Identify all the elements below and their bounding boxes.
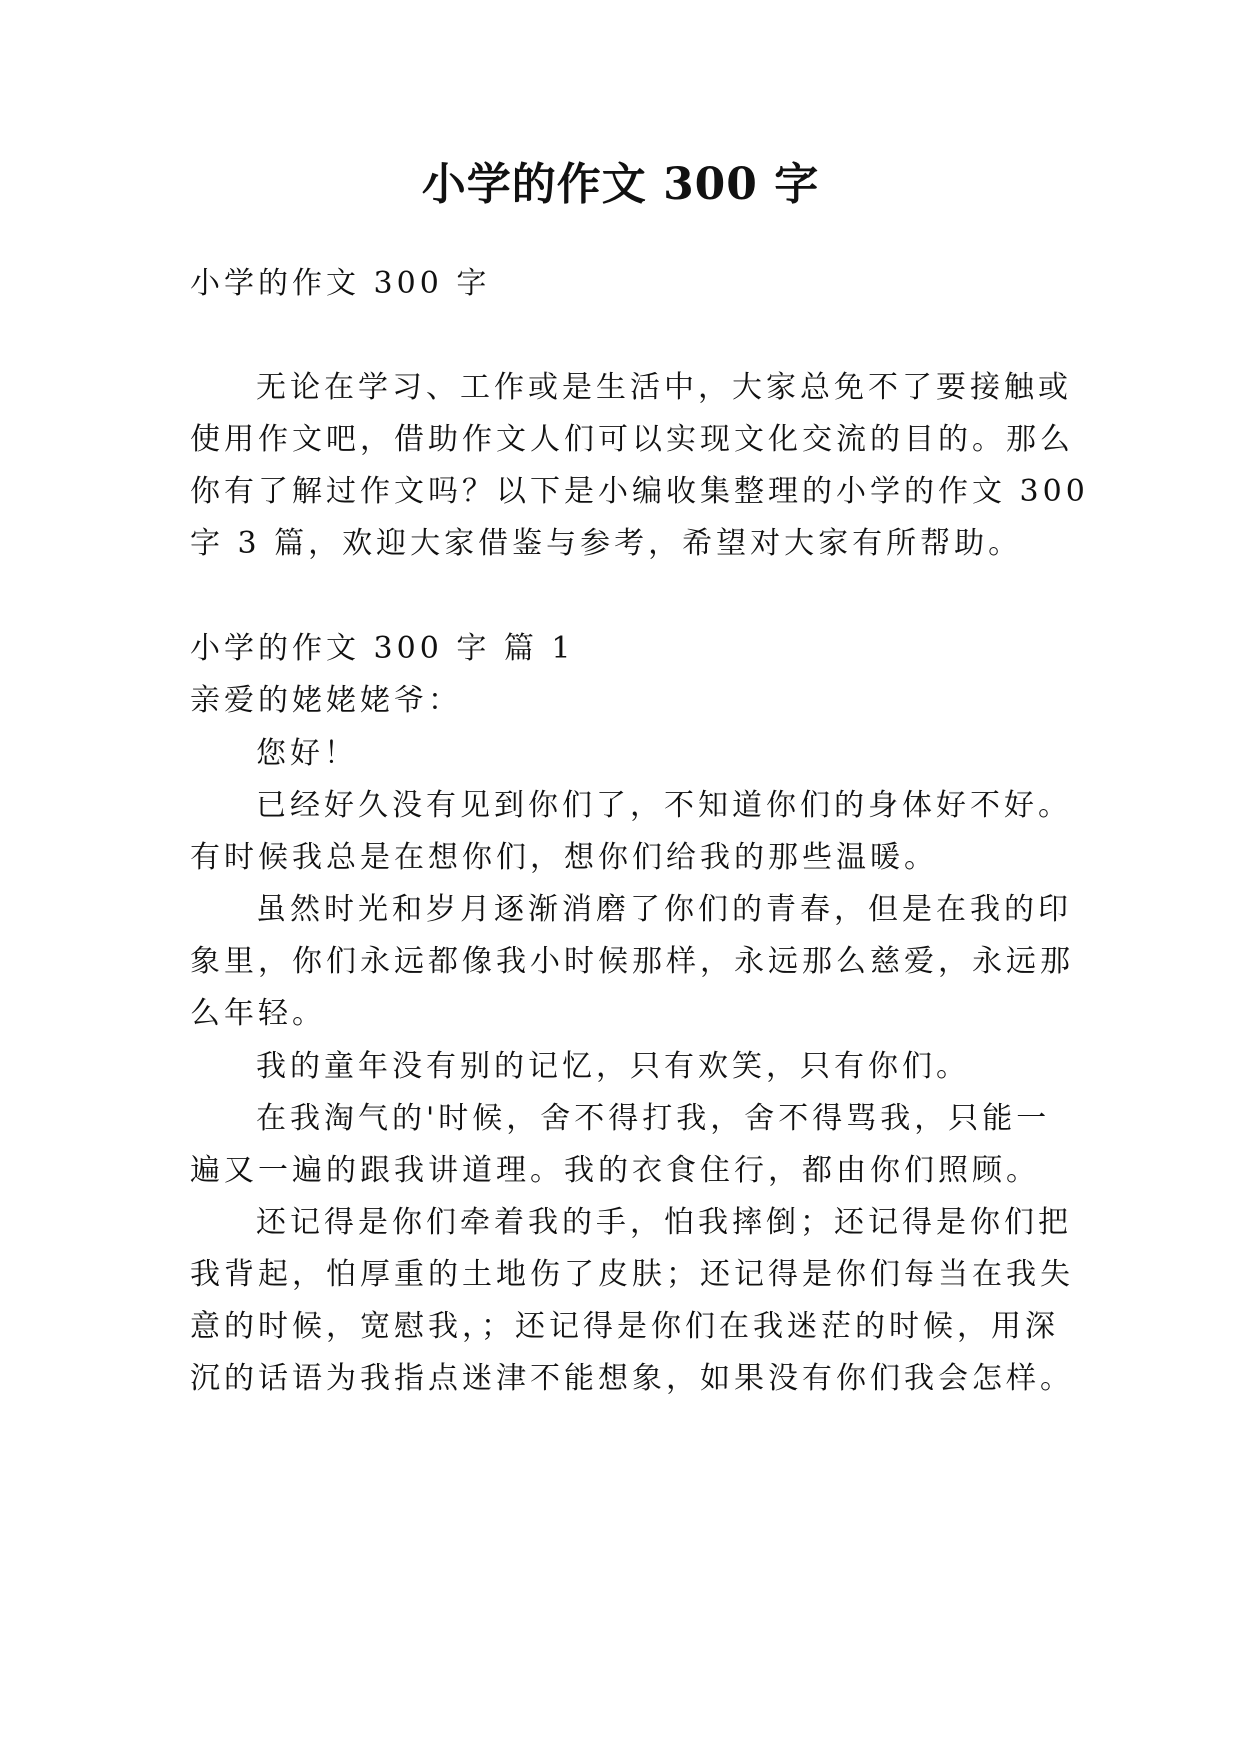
intro-line: 你有了解过作文吗？以下是小编收集整理的小学的作文 300 <box>190 474 1089 509</box>
salutation: 亲爱的姥姥姥爷： <box>190 683 462 718</box>
paragraph-line: 象里，你们永远都像我小时候那样，永远那么慈爱，永远那 <box>190 944 1074 979</box>
paragraph-line: 在我淘气的'时候，舍不得打我，舍不得骂我，只能一 <box>256 1101 1051 1136</box>
paragraph-line: 我背起，怕厚重的土地伤了皮肤；还记得是你们每当在我失 <box>190 1257 1074 1292</box>
paragraph-line: 沉的话语为我指点迷津不能想象，如果没有你们我会怎样。 <box>190 1361 1074 1396</box>
document-title: 小学的作文 300 字 <box>421 159 820 210</box>
paragraph-line: 我的童年没有别的记忆，只有欢笑，只有你们。 <box>256 1049 970 1084</box>
intro-line: 字 3 篇，欢迎大家借鉴与参考，希望对大家有所帮助。 <box>190 526 1023 561</box>
paragraph-line: 虽然时光和岁月逐渐消磨了你们的青春，但是在我的印 <box>256 892 1072 927</box>
paragraph-line: 已经好久没有见到你们了，不知道你们的身体好不好。 <box>256 788 1072 823</box>
paragraph-line: 还记得是你们牵着我的手，怕我摔倒；还记得是你们把 <box>256 1205 1072 1240</box>
paragraph-line: 么年轻。 <box>190 996 326 1031</box>
paragraph-line: 遍又一遍的跟我讲道理。我的衣食住行，都由你们照顾。 <box>190 1153 1040 1188</box>
greeting: 您好！ <box>256 736 358 771</box>
intro-line: 使用作文吧，借助作文人们可以实现文化交流的目的。那么 <box>190 422 1074 457</box>
section-heading: 小学的作文 300 字 篇 1 <box>190 631 575 666</box>
subtitle: 小学的作文 300 字 <box>190 266 491 301</box>
paragraph-line: 意的时候，宽慰我，；还记得是你们在我迷茫的时候，用深 <box>190 1309 1059 1344</box>
paragraph-line: 有时候我总是在想你们，想你们给我的那些温暖。 <box>190 840 938 875</box>
intro-line: 无论在学习、工作或是生活中，大家总免不了要接触或 <box>256 370 1072 405</box>
